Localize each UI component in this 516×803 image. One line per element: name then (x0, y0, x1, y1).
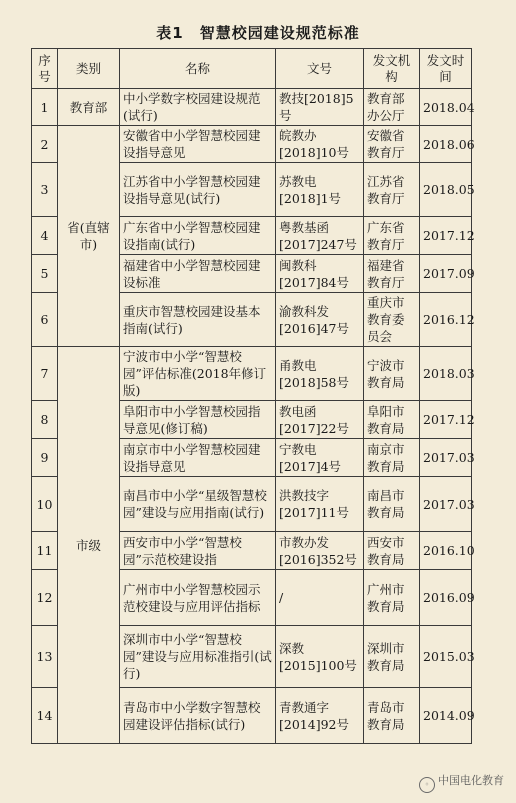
cell-issuer: 教育部办公厅 (364, 89, 420, 126)
cell-time: 2018.04 (420, 89, 472, 126)
cell-seq: 9 (32, 439, 58, 477)
cell-seq: 12 (32, 570, 58, 626)
cell-time: 2017.03 (420, 477, 472, 532)
cell-docno: 洪教技字[2017]11号 (276, 477, 364, 532)
cell-issuer: 阜阳市教育局 (364, 401, 420, 439)
cell-name: 重庆市智慧校园建设基本指南(试行) (120, 293, 276, 347)
cell-issuer: 广州市教育局 (364, 570, 420, 626)
cell-time: 2016.12 (420, 293, 472, 347)
table-row (32, 89, 472, 126)
cell-docno: 宁教电[2017]4号 (276, 439, 364, 477)
cell-issuer: 南京市教育局 (364, 439, 420, 477)
cell-issuer: 西安市教育局 (364, 532, 420, 570)
standards-table (31, 48, 475, 744)
cell-seq: 5 (32, 255, 58, 293)
cell-issuer: 深圳市教育局 (364, 626, 420, 688)
cell-issuer: 安徽省教育厅 (364, 126, 420, 163)
cell-category-province: 省(直辖市) (58, 126, 120, 347)
cell-time: 2015.03 (420, 626, 472, 688)
cell-docno: 皖教办[2018]10号 (276, 126, 364, 163)
cell-seq: 2 (32, 126, 58, 163)
cell-seq: 1 (32, 89, 58, 126)
cell-seq: 4 (32, 217, 58, 255)
cell-time: 2018.03 (420, 347, 472, 401)
table-row (32, 347, 472, 401)
header-row (32, 49, 472, 89)
cell-time: 2017.12 (420, 401, 472, 439)
cell-seq: 14 (32, 688, 58, 744)
cell-issuer: 青岛市教育局 (364, 688, 420, 744)
cell-name: 阜阳市中小学智慧校园指导意见(修订稿) (120, 401, 276, 439)
table-title: 表1 智慧校园建设规范标准 (156, 24, 360, 42)
cell-docno: 苏教电[2018]1号 (276, 163, 364, 217)
table-row (32, 126, 472, 163)
cell-time: 2017.09 (420, 255, 472, 293)
cell-name: 安徽省中小学智慧校园建设指导意见 (120, 126, 276, 163)
header-category: 类别 (58, 49, 120, 89)
cell-category-city: 市级 (58, 347, 120, 744)
cell-name: 南京市中小学智慧校园建设指导意见 (120, 439, 276, 477)
cell-seq: 11 (32, 532, 58, 570)
cell-docno: 市教办发[2016]352号 (276, 532, 364, 570)
cell-time: 2018.05 (420, 163, 472, 217)
cell-docno: 甬教电[2018]58号 (276, 347, 364, 401)
cell-docno: 青教通字[2014]92号 (276, 688, 364, 744)
cell-issuer: 福建省教育厅 (364, 255, 420, 293)
cell-time: 2016.10 (420, 532, 472, 570)
header-issuer: 发文机构 (364, 49, 420, 89)
cell-category-ministry: 教育部 (58, 89, 120, 126)
cell-issuer: 江苏省教育厅 (364, 163, 420, 217)
cell-docno: / (276, 570, 364, 626)
cell-seq: 6 (32, 293, 58, 347)
cell-seq: 3 (32, 163, 58, 217)
watermark (419, 772, 504, 793)
cell-name: 中小学数字校园建设规范(试行) (120, 89, 276, 126)
cell-seq: 10 (32, 477, 58, 532)
cell-seq: 8 (32, 401, 58, 439)
cell-issuer: 宁波市教育局 (364, 347, 420, 401)
cell-time: 2014.09 (420, 688, 472, 744)
cell-name: 青岛市中小学数字智慧校园建设评估指标(试行) (120, 688, 276, 744)
cell-name: 南昌市中小学“星级智慧校园”建设与应用指南(试行) (120, 477, 276, 532)
cell-name: 深圳市中小学“智慧校园”建设与应用标准指引(试行) (120, 626, 276, 688)
cell-time: 2017.12 (420, 217, 472, 255)
cell-docno: 教技[2018]5号 (276, 89, 364, 126)
cell-docno: 教电函[2017]22号 (276, 401, 364, 439)
header-name: 名称 (120, 49, 276, 89)
cell-time: 2017.03 (420, 439, 472, 477)
header-time: 发文时间 (420, 49, 472, 89)
cell-seq: 7 (32, 347, 58, 401)
header-seq: 序号 (32, 49, 58, 89)
cell-issuer: 南昌市教育局 (364, 477, 420, 532)
watermark-text: 中国电化教育 (438, 774, 504, 787)
cell-docno: 深教[2015]100号 (276, 626, 364, 688)
wechat-logo-icon: ◦ (419, 777, 435, 793)
cell-name: 广州市中小学智慧校园示范校建设与应用评估指标 (120, 570, 276, 626)
cell-seq: 13 (32, 626, 58, 688)
cell-docno: 渝教科发[2016]47号 (276, 293, 364, 347)
cell-name: 广东省中小学智慧校园建设指南(试行) (120, 217, 276, 255)
cell-name: 西安市中小学“智慧校园”示范校建设指 (120, 532, 276, 570)
cell-docno: 粤教基函[2017]247号 (276, 217, 364, 255)
cell-name: 宁波市中小学“智慧校园”评估标准(2018年修订版) (120, 347, 276, 401)
cell-name: 江苏省中小学智慧校园建设指导意见(试行) (120, 163, 276, 217)
cell-docno: 闽教科[2017]84号 (276, 255, 364, 293)
cell-issuer: 广东省教育厅 (364, 217, 420, 255)
cell-time: 2016.09 (420, 570, 472, 626)
cell-time: 2018.06 (420, 126, 472, 163)
cell-name: 福建省中小学智慧校园建设标准 (120, 255, 276, 293)
header-docno: 文号 (276, 49, 364, 89)
cell-issuer: 重庆市教育委员会 (364, 293, 420, 347)
